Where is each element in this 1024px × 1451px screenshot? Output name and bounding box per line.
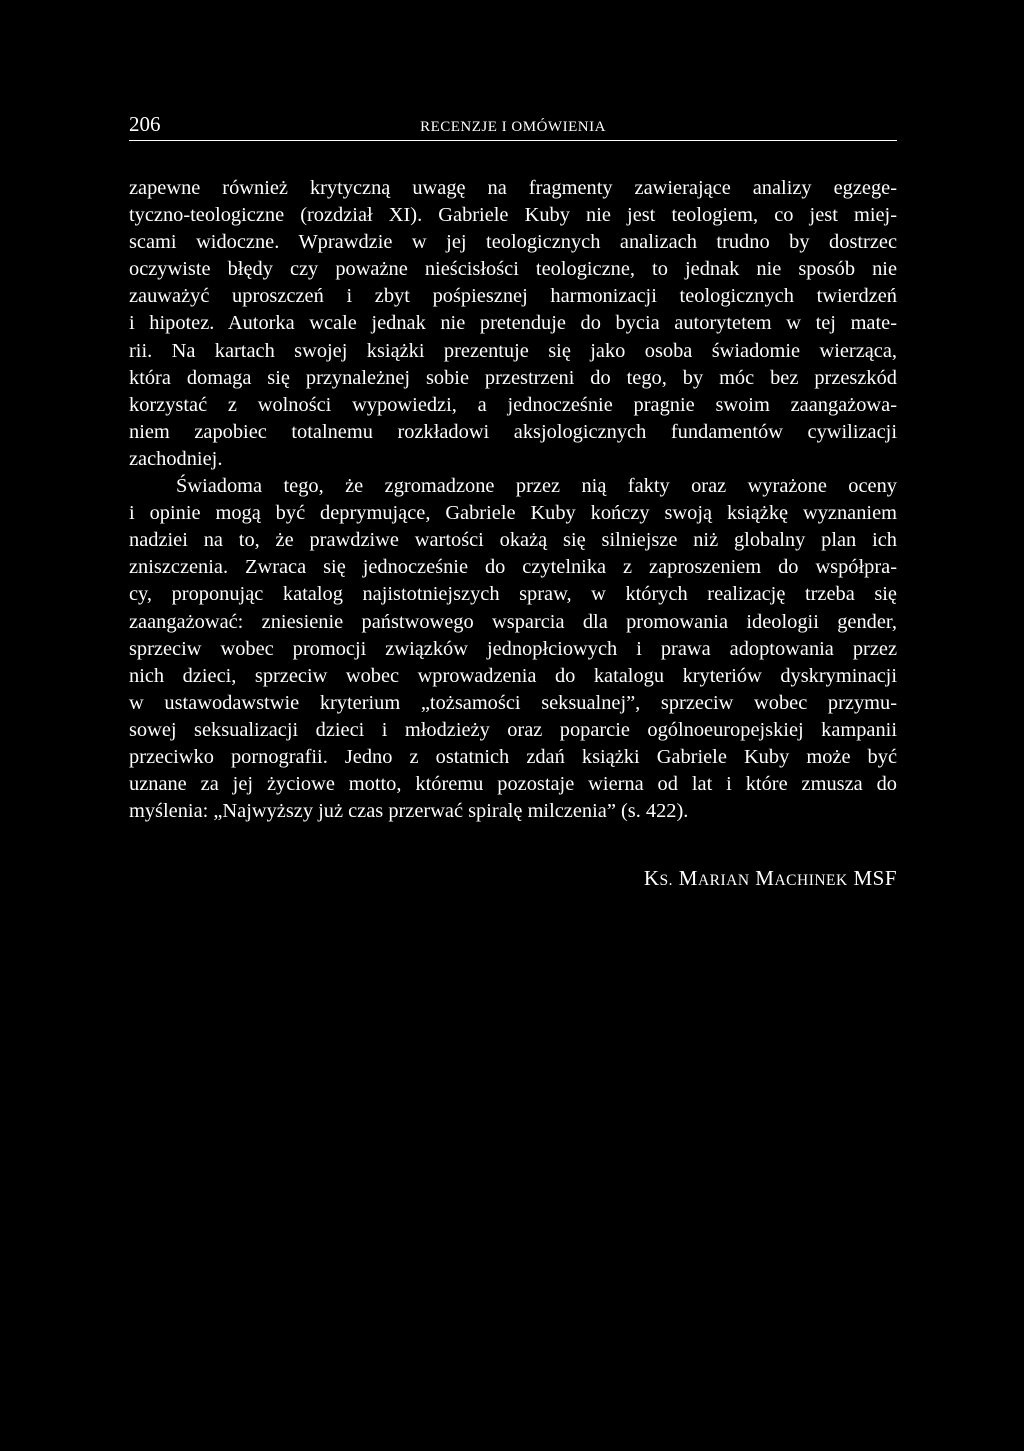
text-line: zaangażować: zniesienie państwowego wsparcia dla promowania ideologii gender,: [129, 610, 897, 633]
running-head: RECENZJE I OMÓWIENIA: [420, 119, 606, 135]
text-line: przeciwko pornografii. Jedno z ostatnich zdań książki Gabriele Kuby może być: [129, 745, 897, 768]
paragraph: [129, 473, 897, 825]
signature-last-initial: M: [755, 866, 775, 891]
text-line: cy, proponując katalog najistotniejszych spraw, w których realizację trzeba się: [129, 583, 897, 606]
review-body: [129, 175, 897, 825]
signature-first-rest: ARIAN: [697, 872, 750, 890]
text-line: rii. Na kartach swojej książki prezentuje się jako osoba świadomie wierząca,: [129, 339, 897, 362]
text-line: nich dzieci, sprzeciw wobec wprowadzenia do katalogu kryteriów dyskryminacji: [129, 664, 897, 687]
text-line: w ustawodawstwie kryterium „tożsamości seksualnej”, sprzeciw wobec przymu-: [129, 691, 897, 714]
text-line: niem zapobiec totalnemu rozkładowi aksjologicznych fundamentów cywilizacji: [129, 420, 897, 443]
text-line: uznane za jej życiowe motto, któremu pozostaje wierna od lat i które zmusza do: [129, 773, 897, 796]
paragraph: [129, 175, 897, 473]
text-line: i hipotez. Autorka wcale jednak nie pretenduje do bycia autorytetem w tej mate-: [129, 312, 897, 335]
text-line: zauważyć uproszczeń i zbyt pośpiesznej harmonizacji teologicznych twierdzeń: [129, 285, 897, 308]
text-line: zachodniej.: [129, 447, 223, 470]
page-number: 206: [129, 112, 161, 136]
author-signature: [129, 866, 897, 891]
text-line: zniszczenia. Zwraca się jednocześnie do czytelnika z zaproszeniem do współpra-: [129, 556, 897, 579]
text-line: która domaga się przynależnej sobie przestrzeni do tego, by móc bez przeszkód: [129, 366, 897, 389]
signature-first-initial: M: [678, 866, 698, 891]
text-line: nadziei na to, że prawdziwe wartości okażą się silniejsze niż globalny plan ich: [129, 529, 897, 552]
running-header: [129, 112, 897, 141]
paragraphs-container: [129, 175, 897, 825]
text-line: oczywiste błędy czy poważne nieścisłości teologiczne, to jednak nie sposób nie: [129, 258, 897, 281]
document-page: [129, 112, 897, 891]
text-line: korzystać z wolności wypowiedzi, a jednocześnie pragnie swoim zaangażowa-: [129, 393, 897, 416]
signature-ks-rest: S.: [659, 872, 673, 890]
signature-last-rest: ACHINEK: [774, 872, 848, 890]
text-line: Świadoma tego, że zgromadzone przez nią fakty oraz wyrażone oceny: [176, 475, 897, 498]
text-line: sowej seksualizacji dzieci i młodzieży oraz poparcie ogólnoeuropejskiej kampanii: [129, 718, 897, 741]
text-line: tyczno-teologiczne (rozdział XI). Gabriele Kuby nie jest teologiem, co jest miej-: [129, 204, 897, 227]
text-line: i opinie mogą być deprymujące, Gabriele Kuby kończy swoją książkę wyznaniem: [129, 502, 897, 525]
signature-order: MSF: [853, 866, 897, 891]
text-line: scami widoczne. Wprawdzie w jej teologicznych analizach trudno by dostrzec: [129, 231, 897, 254]
text-line: myślenia: „Najwyższy już czas przerwać spiralę milczenia” (s. 422).: [129, 800, 689, 823]
signature-ks-initial: K: [643, 866, 660, 891]
text-line: sprzeciw wobec promocji związków jednopłciowych i prawa adoptowania przez: [129, 637, 897, 660]
text-line: zapewne również krytyczną uwagę na fragmenty zawierające analizy egzege-: [129, 177, 897, 199]
